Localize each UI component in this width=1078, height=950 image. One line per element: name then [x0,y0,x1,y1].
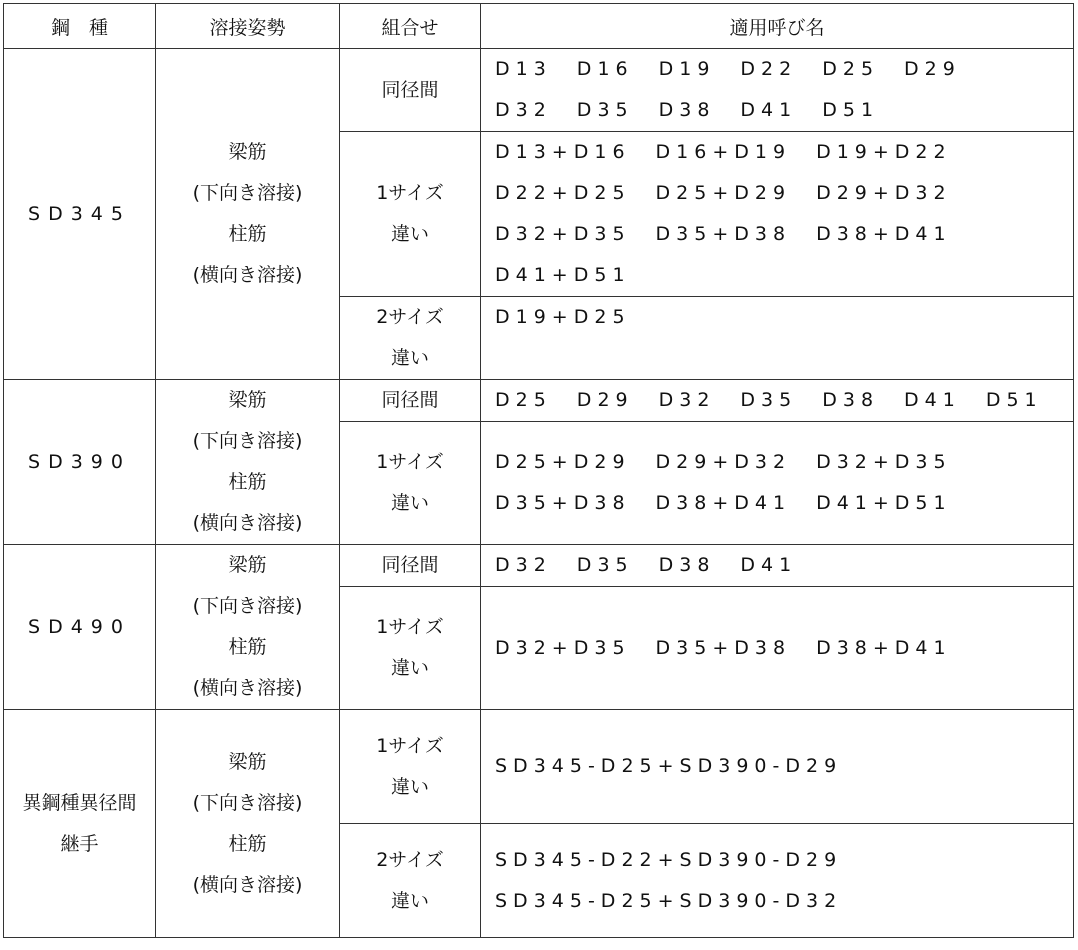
steel-grade-cell: SD390 [4,380,156,545]
applicable-names-cell: D13 D16 D19 D22 D25 D29 D32 D35 D38 D41 D51 [481,49,1074,132]
steel-grade-cell: 異鋼種異径間 継手 [4,710,156,938]
combination-cell: 1サイズ 違い [340,710,481,824]
steel-grade-cell: SD345 [4,49,156,380]
combination-cell: 1サイズ 違い [340,132,481,297]
combination-cell: 同径間 [340,49,481,132]
welding-position-cell: 梁筋 (下向き溶接) 柱筋 (横向き溶接) [156,545,340,710]
combination-cell: 1サイズ 違い [340,587,481,710]
table-row [4,710,1074,824]
table-row [4,545,1074,587]
combination-cell: 2サイズ 違い [340,297,481,380]
applicable-names-cell: D25 D29 D32 D35 D38 D41 D51 [481,380,1074,422]
welding-position-cell: 梁筋 (下向き溶接) 柱筋 (横向き溶接) [156,710,340,938]
applicable-names-cell: D32+D35 D35+D38 D38+D41 [481,587,1074,710]
header-row [4,4,1074,49]
header-combination: 組合せ [340,4,481,49]
combination-cell: 2サイズ 違い [340,824,481,938]
applicable-names-cell: SD345-D25+SD390-D29 [481,710,1074,824]
header-applicable: 適用呼び名 [481,4,1074,49]
combination-cell: 1サイズ 違い [340,422,481,545]
header-position: 溶接姿勢 [156,4,340,49]
welding-position-cell: 梁筋 (下向き溶接) 柱筋 (横向き溶接) [156,380,340,545]
applicable-names-cell: D32 D35 D38 D41 [481,545,1074,587]
combination-cell: 同径間 [340,545,481,587]
applicable-names-cell: D25+D29 D29+D32 D32+D35 D35+D38 D38+D41 D41+D51 [481,422,1074,545]
applicable-names-cell: SD345-D22+SD390-D29 SD345-D25+SD390-D32 [481,824,1074,938]
steel-grade-cell: SD490 [4,545,156,710]
applicable-names-cell: D19+D25 [481,297,1074,380]
header-steel: 鋼 種 [4,4,156,49]
applicable-names-cell: D13+D16 D16+D19 D19+D22 D22+D25 D25+D29 D29+D32 D32+D35 D35+D38 D38+D41 D41+D51 [481,132,1074,297]
welding-spec-table [3,3,1074,938]
combination-cell: 同径間 [340,380,481,422]
welding-position-cell: 梁筋 (下向き溶接) 柱筋 (横向き溶接) [156,49,340,380]
table-row [4,380,1074,422]
table-row [4,49,1074,132]
